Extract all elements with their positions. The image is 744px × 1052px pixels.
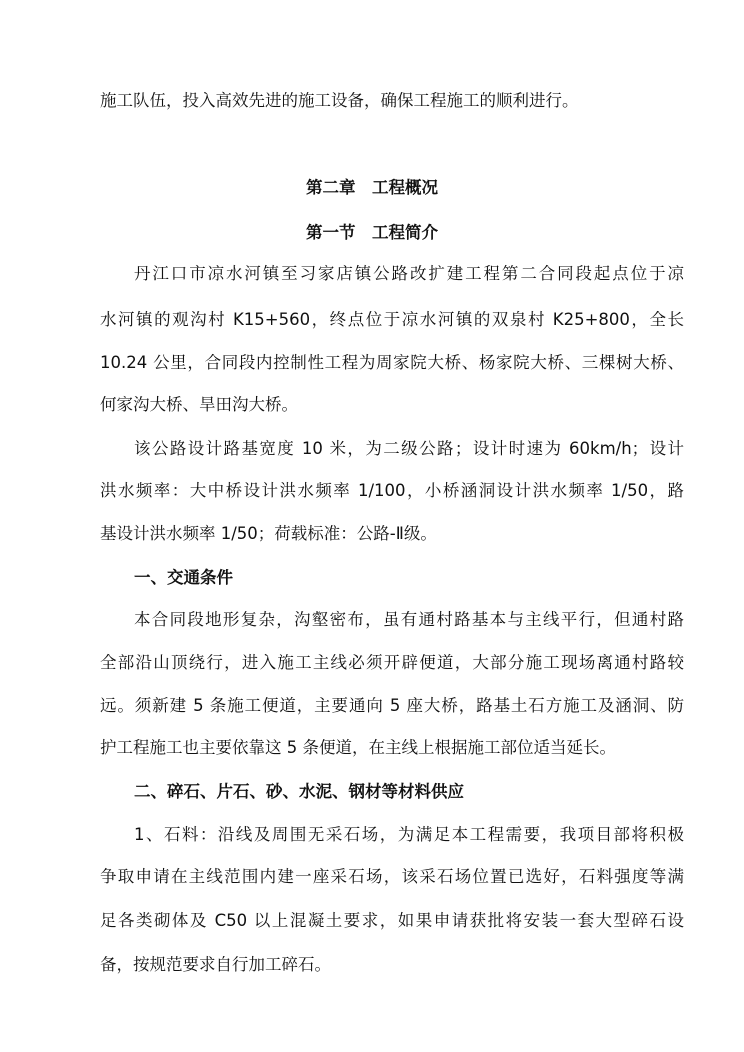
paragraph-line: 足各类砌体及 C50 以上混凝土要求，如果申请获批将安装一套大型碎石设 [100,911,684,930]
paragraph-line: 洪水频率：大中桥设计洪水频率 1/100，小桥涵洞设计洪水频率 1/50，路 [100,481,684,500]
paragraph-line: 远。须新建 5 条施工便道，主要通向 5 座大桥，路基土石方施工及涵洞、防 [100,696,684,715]
chapter-title: 第二章 工程概况 [306,178,438,197]
intro-tail-text: 施工队伍，投入高效先进的施工设备，确保工程施工的顺利进行。 [100,91,579,110]
paragraph-line: 何家沟大桥、旱田沟大桥。 [100,395,298,414]
paragraph-line: 10.24 公里，合同段内控制性工程为周家院大桥、杨家院大桥、三棵树大桥、 [100,353,684,372]
heading-traffic: 一、交通条件 [134,568,233,587]
paragraph-line: 丹江口市凉水河镇至习家店镇公路改扩建工程第二合同段起点位于凉 [134,264,684,283]
paragraph-line: 备，按规范要求自行加工碎石。 [100,955,331,974]
section-title: 第一节 工程简介 [306,223,438,242]
heading-materials: 二、碎石、片石、砂、水泥、钢材等材料供应 [134,782,464,801]
paragraph-line: 水河镇的观沟村 K15+560，终点位于凉水河镇的双泉村 K25+800，全长 [100,310,684,329]
paragraph-line: 基设计洪水频率 1/50；荷载标准：公路-Ⅱ级。 [100,524,437,543]
paragraph-line: 全部沿山顶绕行，进入施工主线必须开辟便道，大部分施工现场离通村路较 [100,653,684,672]
paragraph-line: 1、石料：沿线及周围无采石场，为满足本工程需要，我项目部将积极 [134,825,684,844]
paragraph-line: 争取申请在主线范围内建一座采石场，该采石场位置已选好，石料强度等满 [100,867,684,886]
paragraph-line: 护工程施工也主要依靠这 5 条便道，在主线上根据施工部位适当延长。 [100,738,616,757]
paragraph-line: 本合同段地形复杂，沟壑密布，虽有通村路基本与主线平行，但通村路 [134,610,684,629]
paragraph-line: 该公路设计路基宽度 10 米，为二级公路；设计时速为 60km/h；设计 [134,439,684,458]
